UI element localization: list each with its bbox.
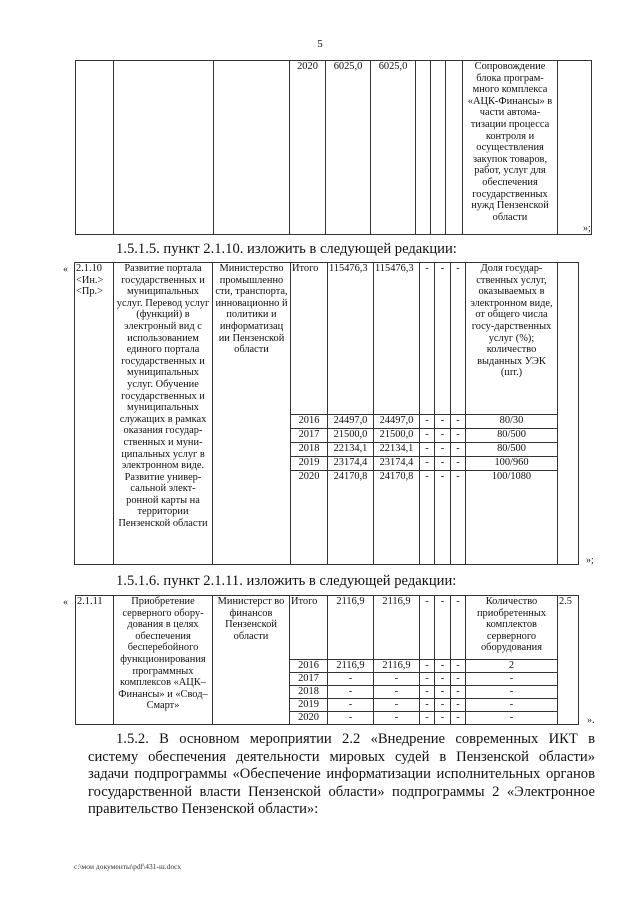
total-cell: 6025,0 <box>326 61 371 235</box>
table-item-2-1-11 <box>75 595 579 725</box>
year-cell: Итого <box>290 596 328 660</box>
close-quote: ». <box>587 715 595 726</box>
code-cell: 2.1.11 <box>76 596 114 725</box>
total-cell: 21500,0 <box>328 429 374 443</box>
dash-cell: - <box>435 443 451 457</box>
year-cell: 2019 <box>290 699 328 712</box>
page-number: 5 <box>317 38 323 50</box>
year-cell: 2020 <box>290 712 328 725</box>
dash-cell: - <box>451 443 466 457</box>
name-cell <box>114 61 214 235</box>
total-cell: 24170,8 <box>328 471 374 565</box>
dash-cell: - <box>435 429 451 443</box>
regional-cell: 2116,9 <box>374 596 420 660</box>
dash-cell: - <box>451 596 466 660</box>
dash-cell: - <box>420 471 435 565</box>
dash-cell: - <box>435 673 451 686</box>
regional-cell: 21500,0 <box>374 429 420 443</box>
dash-cell: - <box>435 660 451 673</box>
regional-cell: - <box>374 712 420 725</box>
regional-cell: 23174,4 <box>374 457 420 471</box>
total-cell: 23174,4 <box>328 457 374 471</box>
indicator-cell: Количество приобретенных комплектов серверного оборудования <box>466 596 558 660</box>
empty-cell <box>431 61 446 235</box>
empty-cell <box>416 61 431 235</box>
regional-cell: - <box>374 699 420 712</box>
dash-cell: - <box>435 699 451 712</box>
heading-item-2-1-10: 1.5.1.5. пункт 2.1.10. изложить в следующей редакции: <box>116 241 457 257</box>
year-cell: 2017 <box>290 673 328 686</box>
dash-cell: - <box>451 686 466 699</box>
link-cell: 2.5 <box>558 596 579 725</box>
dash-cell: - <box>451 712 466 725</box>
total-cell: - <box>328 673 374 686</box>
regional-cell: 115476,3 <box>374 263 420 415</box>
dash-cell: - <box>435 686 451 699</box>
total-cell: - <box>328 686 374 699</box>
executor-cell <box>214 61 290 235</box>
regional-cell: 2116,9 <box>374 660 420 673</box>
regional-cell: 6025,0 <box>371 61 416 235</box>
year-cell: 2018 <box>290 686 328 699</box>
dash-cell: - <box>420 712 435 725</box>
table-continuation <box>75 60 592 235</box>
dash-cell: - <box>420 596 435 660</box>
value-cell: - <box>466 699 558 712</box>
table-row <box>76 61 592 235</box>
total-cell: 2116,9 <box>328 660 374 673</box>
year-cell: 2019 <box>291 457 328 471</box>
close-quote: »; <box>583 223 591 234</box>
regional-cell: 24497,0 <box>374 415 420 429</box>
year-cell: 2020 <box>290 61 326 235</box>
table-row <box>76 596 579 660</box>
dash-cell: - <box>420 686 435 699</box>
year-cell: 2016 <box>291 415 328 429</box>
total-cell: 2116,9 <box>328 596 374 660</box>
dash-cell: - <box>420 457 435 471</box>
name-cell: Приобретение серверного обору-дования в целях обеспечения бесперебойного функционирования программных комплексов «АЦК–Финансы» и «Свод–Смарт» <box>114 596 213 725</box>
value-cell: - <box>466 712 558 725</box>
value-cell: 80/500 <box>466 443 558 457</box>
dash-cell: - <box>420 415 435 429</box>
open-quote: « <box>63 597 68 608</box>
empty-cell <box>558 61 592 235</box>
dash-cell: - <box>451 699 466 712</box>
dash-cell: - <box>451 263 466 415</box>
dash-cell: - <box>420 443 435 457</box>
table-row <box>75 263 579 415</box>
dash-cell: - <box>420 263 435 415</box>
indicator-cell: Сопровождение блока програм-много комплекса «АЦК-Финансы» в части автома-тизации процесса контроля и осуществления закупок товаров, работ, услуг для обеспечения государственных нужд Пензенской области <box>463 61 558 235</box>
year-cell: 2017 <box>291 429 328 443</box>
value-cell: 80/500 <box>466 429 558 443</box>
dash-cell: - <box>451 471 466 565</box>
empty-cell <box>558 263 579 565</box>
value-cell: 100/960 <box>466 457 558 471</box>
dash-cell: - <box>435 415 451 429</box>
table-item-2-1-10 <box>74 262 579 565</box>
total-cell: - <box>328 699 374 712</box>
code-cell: 2.1.10 <Ин.> <Пр.> <box>75 263 114 565</box>
year-cell: 2018 <box>291 443 328 457</box>
close-quote: »; <box>586 555 594 566</box>
value-cell: 2 <box>466 660 558 673</box>
year-cell: 2020 <box>291 471 328 565</box>
indicator-cell: Доля государ-ственных услуг, оказываемых в электронном виде, от общего числа госу-дарственных услуг (%); количество выданных УЭК (шт.) <box>466 263 558 415</box>
dash-cell: - <box>451 673 466 686</box>
dash-cell: - <box>435 596 451 660</box>
regional-cell: - <box>374 686 420 699</box>
value-cell: 100/1080 <box>466 471 558 565</box>
dash-cell: - <box>435 457 451 471</box>
regional-cell: - <box>374 673 420 686</box>
open-quote: « <box>63 264 68 275</box>
name-cell: Развитие портала государственных и муниципальных услуг. Перевод услуг (функций) в электроный вид с использованием единого портала государственных и муниципальных услуг. Обучение государственных и муниципальных служащих в рамках оказания государ-ственных и муни-ципальных услуг в электронном виде. Развитие универ-сальной элект-ронной карты на территории Пензенской области <box>114 263 213 565</box>
total-cell: - <box>328 712 374 725</box>
dash-cell: - <box>420 673 435 686</box>
dash-cell: - <box>435 712 451 725</box>
dash-cell: - <box>435 263 451 415</box>
executor-cell: Министерство промышленно сти, транспорта, инновационно й политики и информатизац ии Пензенской области <box>213 263 291 565</box>
heading-item-2-1-11: 1.5.1.6. пункт 2.1.11. изложить в следующей редакции: <box>116 573 457 589</box>
regional-cell: 22134,1 <box>374 443 420 457</box>
paragraph-1-5-2: 1.5.2. В основном мероприятии 2.2 «Внедрение современных ИКТ в систему обеспечения деятельности мировых судей в Пензенской области» задачи подпрограммы «Обеспечение информатизации исполнительных органов государственной власти Пензенской области» подпрограммы 2 «Электронное правительство Пензенской области»: <box>88 731 595 817</box>
dash-cell: - <box>420 660 435 673</box>
year-cell: Итого <box>291 263 328 415</box>
total-cell: 24497,0 <box>328 415 374 429</box>
regional-cell: 24170,8 <box>374 471 420 565</box>
dash-cell: - <box>451 660 466 673</box>
file-path-footer: c:\мои документы\pdf\431-ш.docx <box>74 862 182 871</box>
executor-cell: Министерст во финансов Пензенской области <box>213 596 290 725</box>
value-cell: 80/30 <box>466 415 558 429</box>
dash-cell: - <box>420 699 435 712</box>
value-cell: - <box>466 673 558 686</box>
total-cell: 115476,3 <box>328 263 374 415</box>
dash-cell: - <box>420 429 435 443</box>
dash-cell: - <box>451 415 466 429</box>
dash-cell: - <box>435 471 451 565</box>
year-cell: 2016 <box>290 660 328 673</box>
empty-cell <box>446 61 463 235</box>
value-cell: - <box>466 686 558 699</box>
total-cell: 22134,1 <box>328 443 374 457</box>
dash-cell: - <box>451 457 466 471</box>
code-cell <box>76 61 114 235</box>
dash-cell: - <box>451 429 466 443</box>
